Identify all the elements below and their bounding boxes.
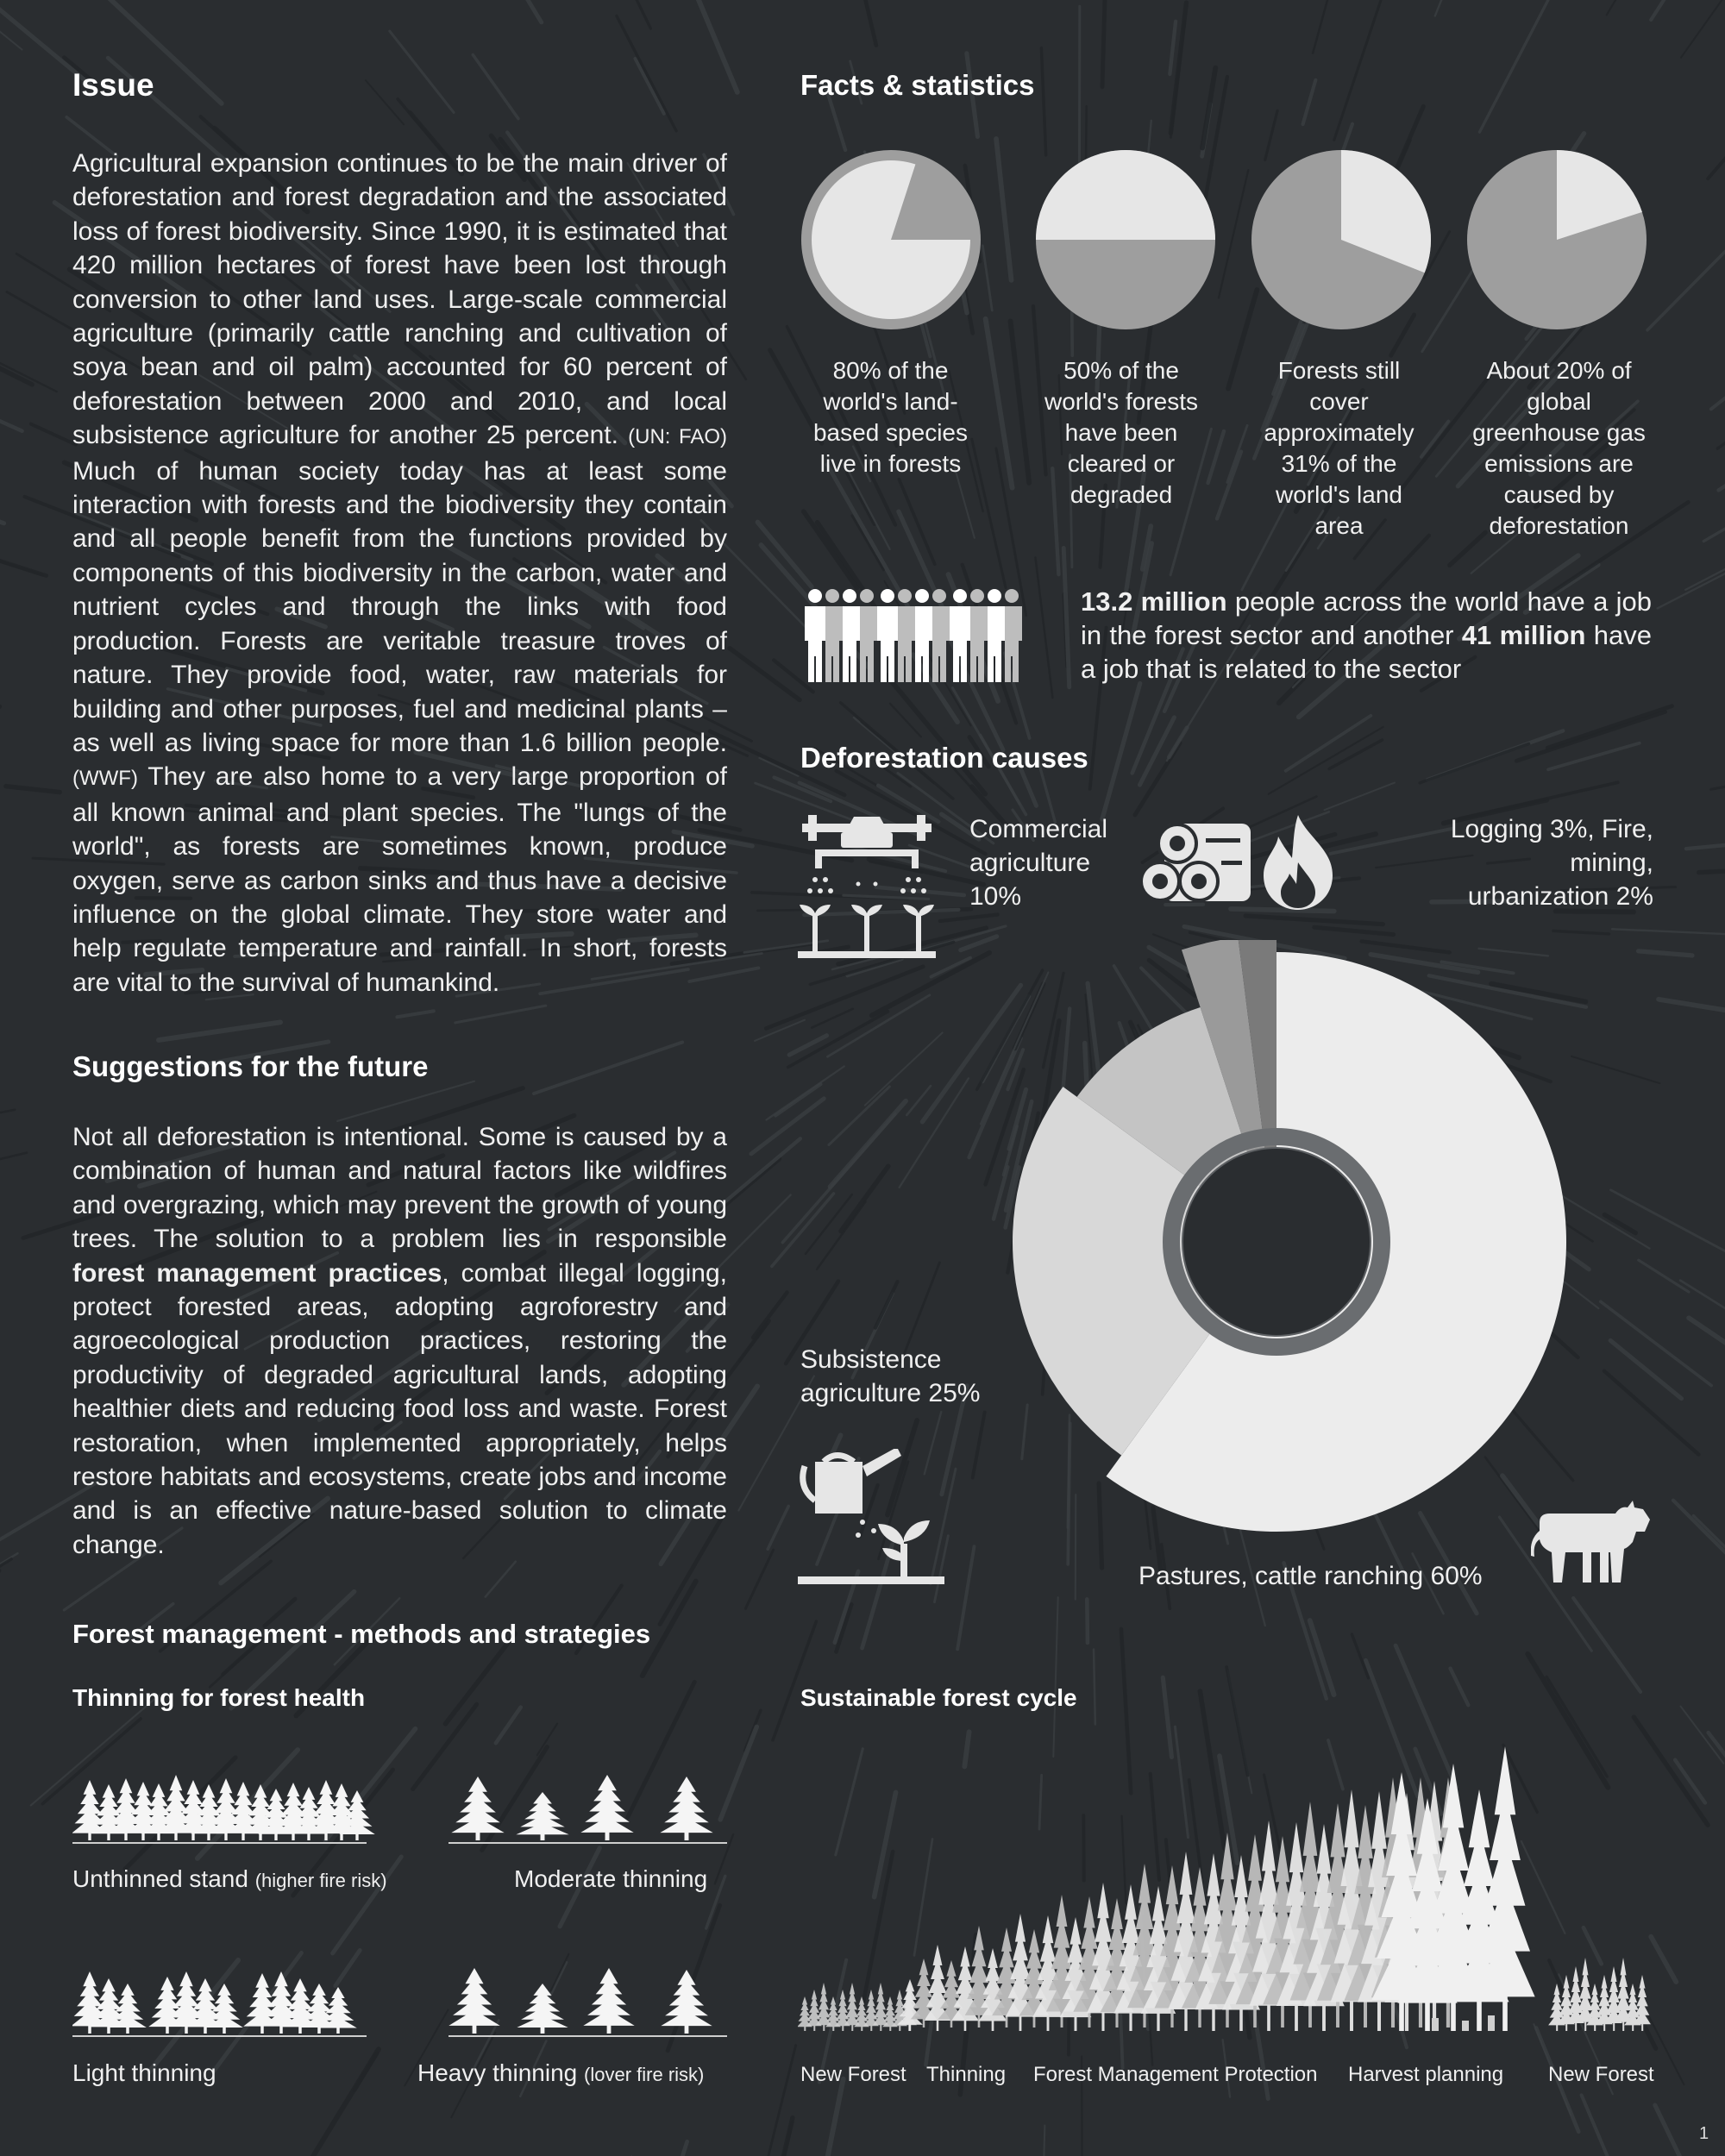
forest-streak [0, 1153, 27, 1175]
forest-streak [775, 777, 831, 801]
ground-line [448, 1842, 727, 1844]
forest-streak [1553, 931, 1609, 933]
forest-streak [1286, 716, 1371, 771]
forest-streak [940, 915, 998, 921]
forest-streak [957, 1546, 974, 1649]
tree [1634, 1975, 1651, 2031]
tree [516, 1792, 568, 1840]
forest-streak [1041, 48, 1045, 155]
pie-caption-3: Forests still cover approximately 31% of the world's land area [1264, 357, 1414, 539]
watering-can-icon [798, 1449, 944, 1591]
cycle-label-thinning: Thinning [926, 2063, 1007, 2086]
forest-streak [804, 511, 857, 588]
forest-streak [1314, 927, 1394, 934]
forest-streak [1573, 1598, 1640, 1692]
forest-streak [1717, 387, 1725, 448]
forest-streak [1170, 3, 1186, 133]
forest-streak [1681, 1707, 1724, 1764]
forest-streak [1352, 1634, 1368, 1678]
forest-streak [1547, 706, 1672, 748]
forest-streak [486, 1562, 516, 1597]
forest-streak [31, 424, 76, 445]
forest-streak [852, 516, 884, 570]
forest-streak [0, 1559, 11, 1610]
forest-streak [0, 1110, 15, 1126]
forest-streak [812, 1009, 852, 1028]
cycle-label-new-forest: New Forest [800, 2063, 906, 2086]
forest-streak [1582, 2095, 1622, 2156]
issue-text-1: Agricultural expansion continues to be the main driver of deforestation and forest degradation and the associated loss of forest biodiversity. Since 1990, it is estimated that 420 million hectares of forest have been lost through conversion to other land uses. Large-scale commercial agriculture (primarily cattle ranching and cultivation of soya bean and oil palm) accounted for 60 percent of deforestation between 2000 and 2010, and local subsistence agriculture for another 25 percent. [72, 149, 727, 450]
facts-pies [798, 142, 1660, 345]
forest-streak [1202, 68, 1215, 148]
pie-caption-4: About 20% of global greenhouse gas emissions are caused by deforestation [1472, 357, 1646, 539]
forest-streak [768, 1506, 788, 1549]
forest-streak [652, 2141, 687, 2156]
tree [583, 1968, 634, 2034]
forest-streak [1639, 951, 1692, 956]
heavy-note: (lover fire risk) [584, 2064, 705, 2085]
forest-streak [1325, 783, 1395, 811]
forest-streak [762, 2122, 792, 2156]
tree [517, 1984, 568, 2034]
forest-streak [1227, 425, 1247, 482]
light-label: Light thinning [72, 2059, 216, 2086]
person-figure [950, 589, 970, 682]
forest-streak [1479, 0, 1553, 132]
forest-streak [753, 1293, 787, 1338]
forest-streak [760, 758, 799, 776]
logging-label: Logging 3%, Fire, mining, urbanization 2% [1450, 815, 1653, 911]
suggestions-paragraph [72, 1120, 727, 1562]
forest-streak [0, 500, 4, 523]
tree [451, 1777, 504, 1840]
unthinned-text: Unthinned stand [72, 1865, 248, 1892]
forest-streak [1709, 1733, 1725, 1781]
forest-streak [1699, 863, 1725, 872]
suggestions-title: Suggestions for the future [72, 1050, 429, 1082]
forest-streak [1334, 0, 1381, 140]
commercial-agriculture-label: Commercial agriculture 10% [969, 815, 1108, 911]
forest-streak [1035, 557, 1052, 698]
cycle-title: Sustainable forest cycle [800, 1684, 1077, 1711]
person-figure [805, 589, 825, 682]
forest-streak [745, 1710, 761, 1751]
forest-streak [635, 59, 663, 114]
forest-streak [757, 522, 812, 586]
forest-streak [1313, 0, 1352, 53]
tree [448, 1968, 499, 2034]
forest-streak [906, 1086, 931, 1115]
ground-line [72, 1842, 367, 1844]
forest-streak [496, 1708, 521, 1743]
moderate-label: Moderate thinning [514, 1865, 708, 1892]
forest-management-title: Forest management - methods and strategies [72, 1619, 651, 1649]
forest-streak [1604, 1371, 1698, 1455]
forest-streak [1711, 762, 1725, 790]
forest-streak [720, 1159, 780, 1209]
ground-line [72, 2035, 367, 2037]
forest-streak [630, 0, 650, 28]
forest-streak [1102, 0, 1107, 87]
forest-streak [875, 1282, 898, 1328]
forest-streak [900, 1078, 969, 1188]
forest-streak [1087, 1599, 1088, 1643]
unthinned-label [72, 1865, 387, 1893]
tree [580, 1775, 633, 1840]
jobs-text-2: have a job that is related to the sector [1081, 620, 1653, 684]
jobs-paragraph [1081, 585, 1652, 686]
forest-cycle-diagram [798, 1733, 1660, 2040]
stump [1432, 2018, 1439, 2031]
forest-streak [1659, 1000, 1725, 1017]
forest-streak [759, 2046, 795, 2156]
forest-streak [337, 1081, 474, 1121]
forest-streak [1708, 110, 1725, 179]
ground-line [448, 2035, 727, 2037]
forest-streak [1673, 1501, 1725, 1605]
forest-streak [1719, 408, 1725, 490]
forest-streak [1170, 22, 1176, 74]
forest-streak [1639, 1260, 1689, 1292]
forest-streak [1011, 321, 1030, 483]
causes-title: Deforestation causes [800, 742, 1088, 774]
forest-streak [1689, 1318, 1725, 1403]
issue-text-2: Much of human society today has at least some interaction with forests and the biodiversity they contain and all people benefit from the functions provided by components of this biodiversity in the carbon, water and nutrient cycles and through the links with food production. Forests are veritable treasure troves of nature. They provide food, water, raw materials for building and other purposes, fuel and medicinal plants – as well as living space for more than 1.6 billion people. [72, 456, 727, 757]
forest-streak [366, 80, 404, 124]
jobs-text-1: people across the world have a job in the forest sector and another [1081, 586, 1652, 650]
forest-streak [1435, 0, 1463, 16]
forest-streak [1680, 1281, 1725, 1321]
forest-streak [1686, 835, 1725, 849]
heavy-label [417, 2059, 704, 2087]
tree [660, 1777, 712, 1840]
forest-streak [865, 1032, 943, 1105]
pie-caption-1: 80% of the world's land-based species live in forests [812, 357, 968, 477]
forest-streak [1655, 2105, 1705, 2156]
source-wwf: (WWF) [72, 767, 138, 791]
forest-streak [1042, 2126, 1045, 2156]
forest-streak [1681, 0, 1725, 58]
source-fao: (UN: FAO) [628, 425, 727, 449]
pie-slice [1036, 150, 1215, 240]
forest-streak [473, 55, 518, 119]
forest-streak [159, 1022, 280, 1040]
forest-streak [1571, 1056, 1659, 1083]
forest-streak [822, 2079, 843, 2156]
pie-caption-2: 50% of the world's forests have been cleared or degraded [1044, 357, 1199, 508]
jobs-figure-2: 41 million [1461, 620, 1586, 650]
issue-paragraph [72, 147, 727, 1000]
jobs-figure-1: 13.2 million [1081, 586, 1227, 617]
issue-text-3: They are also home to a very large proportion of all known animal and plant species. The "lungs of the world", as forests are sometimes known, produce oxygen, serve as carbon sinks and thus have a decisive influence on the global climate. They store water and help regulate temperature and rainfall. In short, forests are vital to the survival of humankind. [72, 762, 728, 997]
forest-streak [617, 16, 676, 130]
forest-streak [471, 0, 542, 22]
forest-streak [0, 1553, 17, 1589]
forest-streak [0, 561, 42, 575]
forest-streak [397, 1011, 433, 1017]
issue-title: Issue [72, 67, 154, 103]
forest-streak [1612, 929, 1725, 934]
forest-streak [829, 1087, 889, 1145]
forest-streak [1217, 452, 1241, 519]
thinning-title: Thinning for forest health [72, 1684, 366, 1711]
forest-streak [455, 1006, 546, 1023]
cycle-label-new-forest-2: New Forest [1548, 2063, 1654, 2086]
forest-streak [830, 1101, 906, 1187]
forest-streak [688, 0, 737, 92]
forest-streak [745, 1550, 773, 1608]
forest-streak [1094, 1649, 1095, 1724]
forest-streak [861, 0, 876, 46]
facts-title: Facts & statistics [800, 69, 1035, 101]
cycle-label-protection: Forest Management Protection [1033, 2063, 1318, 2086]
logs-icon [1138, 819, 1255, 910]
people-icon [798, 589, 1031, 686]
forest-streak [1651, 0, 1672, 20]
donut-hole [1183, 1149, 1370, 1335]
forest-streak [6, 787, 60, 793]
fire-icon [1259, 815, 1337, 914]
subsistence-label: Subsistence agriculture 25% [800, 1345, 981, 1407]
forest-streak [827, 995, 929, 1056]
forest-streak [1711, 380, 1725, 409]
cow-icon [1531, 1501, 1652, 1591]
tree [661, 1970, 712, 2034]
person-figure [877, 589, 898, 682]
forest-streak [1269, 727, 1383, 794]
forest-streak [1102, 683, 1140, 819]
suggestions-bold: forest management practices [72, 1258, 442, 1288]
forest-streak [1063, 548, 1070, 686]
forest-streak [1516, 711, 1665, 761]
stump [1462, 2021, 1469, 2031]
forest-streak [773, 1621, 816, 1740]
suggestions-text-2: , combat illegal logging, protect forested areas, adopting agroforestry and agroecological production practices, restoring the productivity of degraded agricultural lands, adopting healthier diets and reducing food loss and waste. Forest restoration, when implemented appropriately, helps restore habitats and ecosystems, create jobs and income and is an effective nature-based solution to climate change. [72, 1258, 727, 1559]
stump [1488, 2015, 1495, 2031]
forest-streak [1420, 744, 1528, 783]
suggestions-text-1: Not all deforestation is intentional. Some is caused by a combination of human and natural factors like wildfires and overgrazing, which may prevent the growth of young trees. The solution to a problem lies in responsible [72, 1123, 727, 1254]
forest-streak [1703, 471, 1725, 542]
forest-streak [1610, 1340, 1681, 1398]
forest-streak [789, 1036, 826, 1055]
cycle-label-harvest: Harvest planning [1348, 2063, 1504, 2086]
forest-streak [766, 967, 923, 1029]
forest-streak [1451, 1669, 1469, 1706]
commercial-agriculture-icon [798, 815, 936, 966]
forest-streak [1303, 80, 1316, 124]
forest-streak [534, 1043, 682, 1094]
forest-streak [1245, 916, 1383, 924]
page-number: 1 [1699, 2124, 1709, 2143]
pastures-label: Pastures, cattle ranching 60% [1138, 1562, 1483, 1590]
forest-streak [1658, 538, 1725, 608]
heavy-text: Heavy thinning [417, 2059, 578, 2086]
unthinned-note: (higher fire risk) [254, 1870, 387, 1891]
forest-streak [817, 1201, 865, 1269]
forest-streak [775, 1084, 821, 1115]
forest-streak [1139, 718, 1174, 785]
forest-streak [0, 392, 22, 431]
deforestation-donut-chart [975, 940, 1578, 1548]
